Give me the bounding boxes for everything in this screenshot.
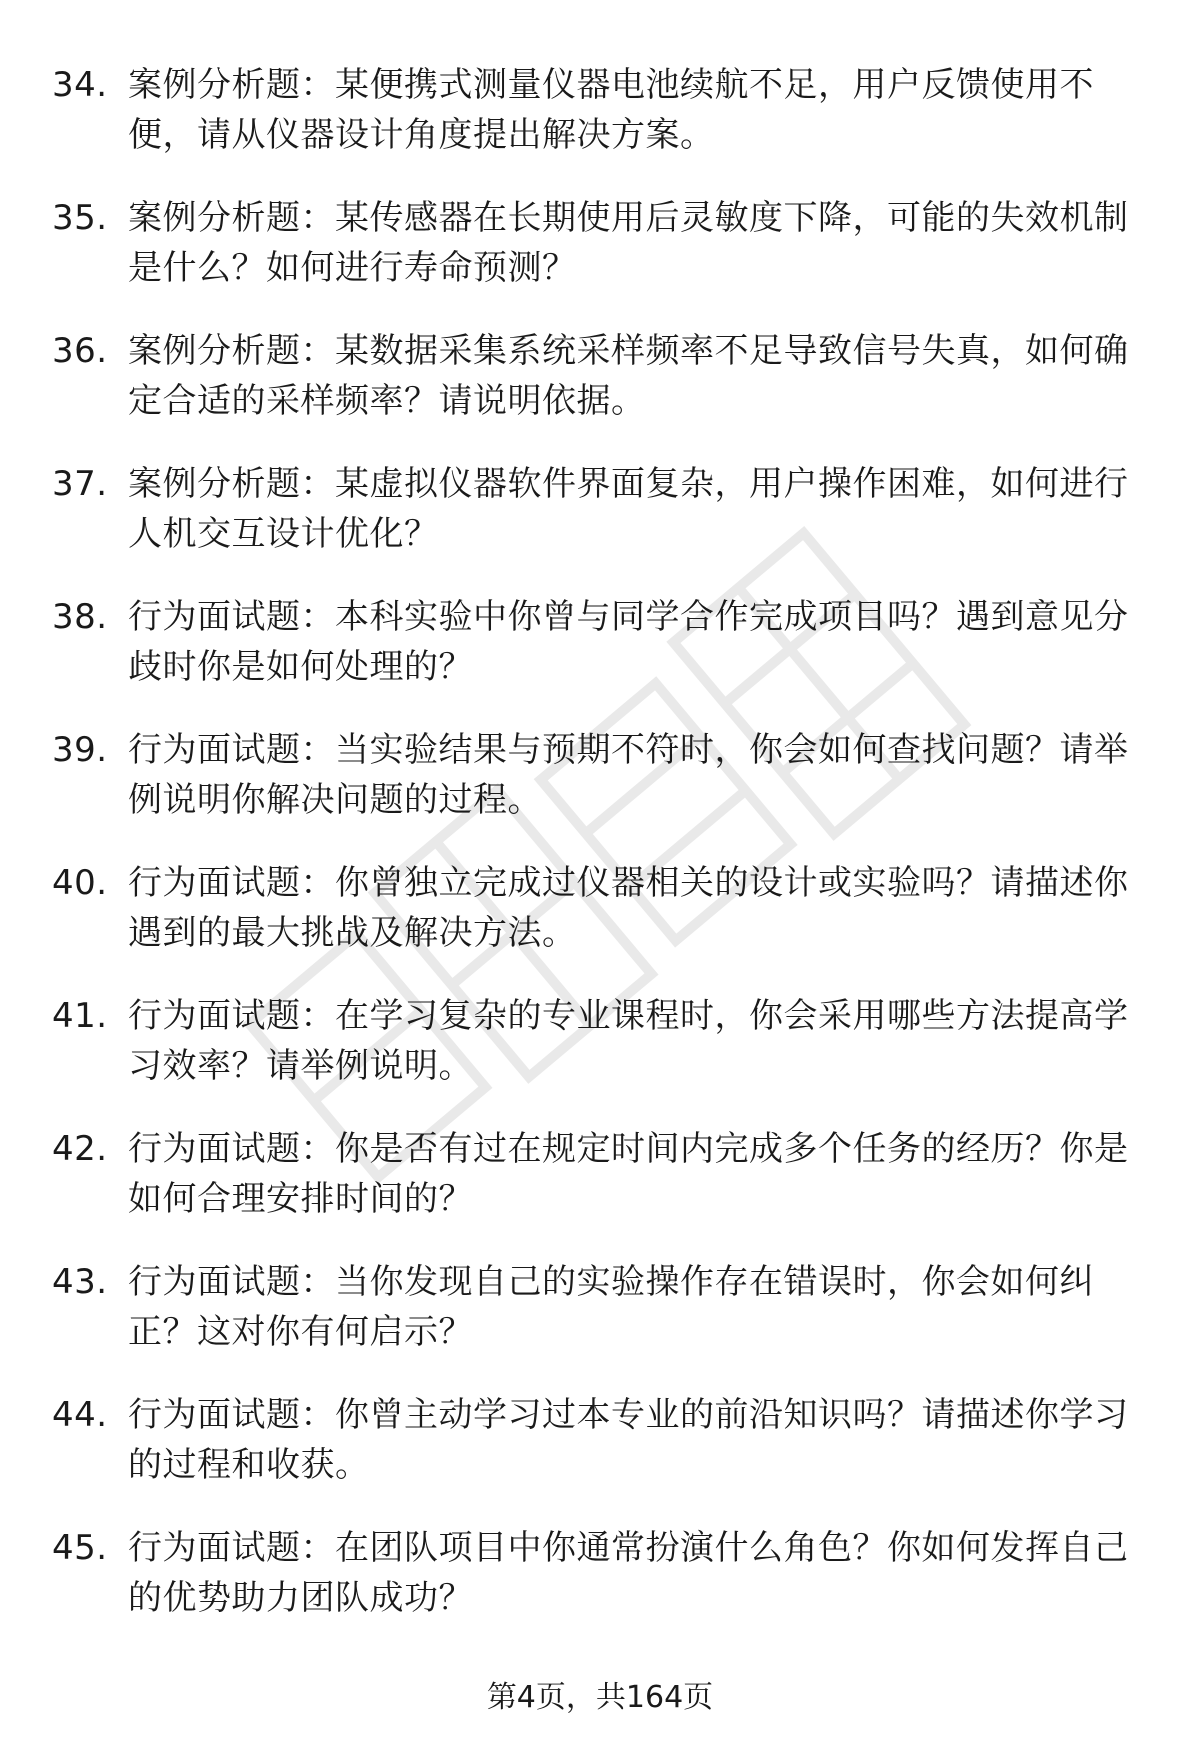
list-item: [52, 1390, 1142, 1490]
question-list: [52, 60, 1142, 1656]
question-text: 行为面试题：你曾独立完成过仪器相关的设计或实验吗？请描述你遇到的最大挑战及解决方法。: [128, 863, 1129, 953]
list-item: [52, 858, 1142, 958]
question-text: 行为面试题：本科实验中你曾与同学合作完成项目吗？遇到意见分歧时你是如何处理的？: [128, 597, 1129, 687]
list-item: [52, 459, 1142, 559]
page-number-footer: 第4页，共164页: [486, 1680, 714, 1715]
list-item: [52, 1523, 1142, 1623]
question-number: 44.: [52, 1395, 108, 1435]
question-text: 行为面试题：当你发现自己的实验操作存在错误时，你会如何纠正？这对你有何启示？: [128, 1262, 1094, 1352]
list-item: [52, 326, 1142, 426]
question-text: 行为面试题：你曾主动学习过本专业的前沿知识吗？请描述你学习的过程和收获。: [128, 1395, 1129, 1485]
question-number: 40.: [52, 863, 108, 903]
question-text: 行为面试题：在学习复杂的专业课程时，你会采用哪些方法提高学习效率？请举例说明。: [128, 996, 1129, 1086]
list-item: [52, 1257, 1142, 1357]
question-number: 45.: [52, 1528, 108, 1568]
question-text: 案例分析题：某便携式测量仪器电池续航不足，用户反馈使用不便，请从仪器设计角度提出解决方案。: [128, 65, 1094, 155]
list-item: [52, 60, 1142, 160]
question-number: 37.: [52, 464, 108, 504]
question-text: 行为面试题：你是否有过在规定时间内完成多个任务的经历？你是如何合理安排时间的？: [128, 1129, 1129, 1219]
list-item: [52, 725, 1142, 825]
question-text: 案例分析题：某传感器在长期使用后灵敏度下降，可能的失效机制是什么？如何进行寿命预测？: [128, 198, 1129, 288]
question-text: 案例分析题：某虚拟仪器软件界面复杂，用户操作困难，如何进行人机交互设计优化？: [128, 464, 1129, 554]
question-number: 36.: [52, 331, 108, 371]
list-item: [52, 592, 1142, 692]
question-number: 42.: [52, 1129, 108, 1169]
list-item: [52, 1124, 1142, 1224]
question-text: 行为面试题：当实验结果与预期不符时，你会如何查找问题？请举例说明你解决问题的过程。: [128, 730, 1129, 820]
question-number: 35.: [52, 198, 108, 238]
list-item: [52, 991, 1142, 1091]
question-number: 41.: [52, 996, 108, 1036]
question-number: 34.: [52, 65, 108, 105]
question-number: 39.: [52, 730, 108, 770]
question-text: 行为面试题：在团队项目中你通常扮演什么角色？你如何发挥自己的优势助力团队成功？: [128, 1528, 1129, 1618]
question-number: 43.: [52, 1262, 108, 1302]
question-number: 38.: [52, 597, 108, 637]
question-text: 案例分析题：某数据采集系统采样频率不足导致信号失真，如何确定合适的采样频率？请说明依据。: [128, 331, 1129, 421]
list-item: [52, 193, 1142, 293]
